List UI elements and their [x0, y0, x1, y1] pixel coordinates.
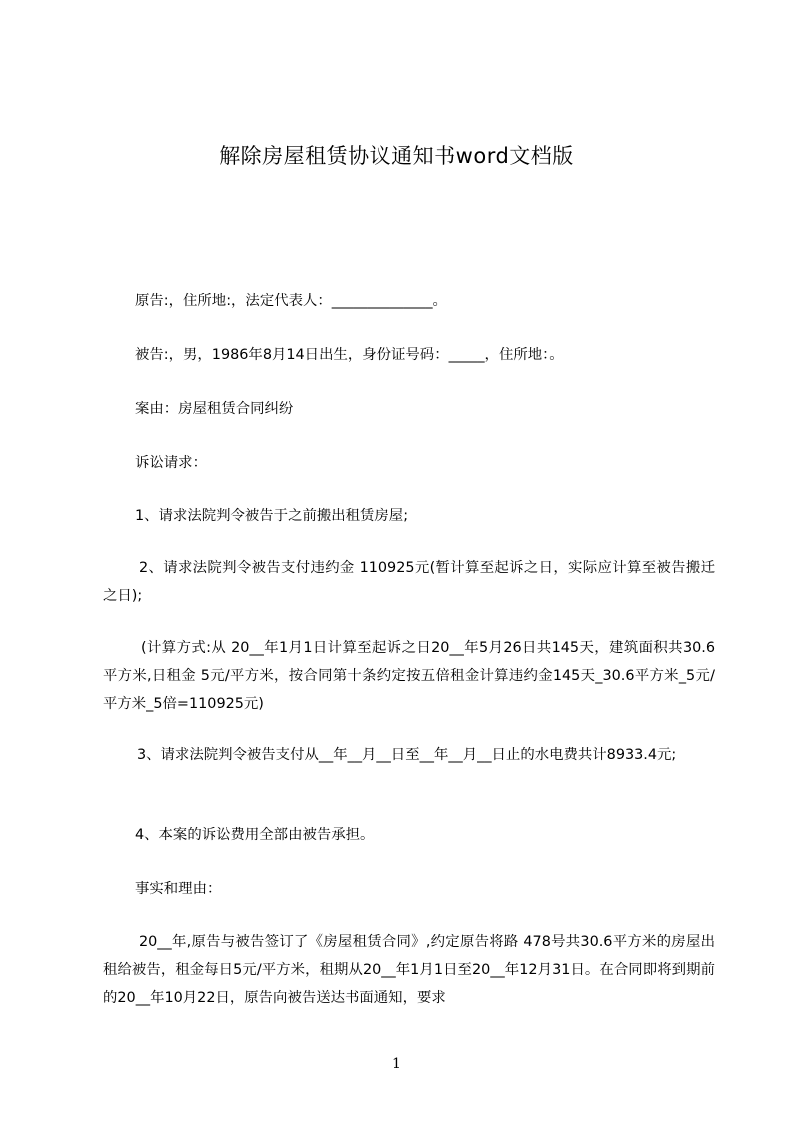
claim-2-paragraph: 2、请求法院判令被告支付违约金 110925元(暂计算至起诉之日，实际应计算至被告搬迁之日);: [103, 560, 715, 604]
page-number: 1: [392, 1056, 401, 1072]
plaintiff-paragraph: 原告:，住所地:，法定代表人：______________。: [135, 293, 447, 309]
facts-heading: 事实和理由：: [135, 881, 222, 897]
claims-heading: 诉讼请求：: [135, 455, 207, 471]
defendant-paragraph: 被告:，男，1986年8月14日出生，身份证号码：_____，住所地：。: [135, 347, 564, 363]
claim-4-paragraph: 4、本案的诉讼费用全部由被告承担。: [135, 827, 375, 843]
claim-1-paragraph: 1、请求法院判令被告于之前搬出租赁房屋;: [135, 508, 409, 524]
claim-3-paragraph: 3、请求法院判令被告支付从__年__月__日至__年__月__日止的水电费共计8933.4元;: [137, 747, 677, 763]
case-cause-paragraph: 案由：房屋租赁合同纠纷: [135, 401, 294, 417]
calculation-paragraph: (计算方式:从 20__年1月1日计算至起诉之日20__年5月26日共145天，建筑面积共30.6平方米,日租金 5元/平方米，按合同第十条约定按五倍租金计算违约金145天_30.6平方米_5元/平方米_5倍=110925元): [103, 640, 715, 712]
document-title: 解除房屋租赁协议通知书word文档版: [219, 144, 574, 168]
facts-body-paragraph: 20__年,原告与被告签订了《房屋租赁合同》,约定原告将路 478号共30.6平方米的房屋出租给被告，租金每日5元/平方米，租期从20__年1月1日至20__年12月31日。在合同即将到期前的20__年10月22日，原告向被告送达书面通知，要求: [103, 934, 715, 1006]
